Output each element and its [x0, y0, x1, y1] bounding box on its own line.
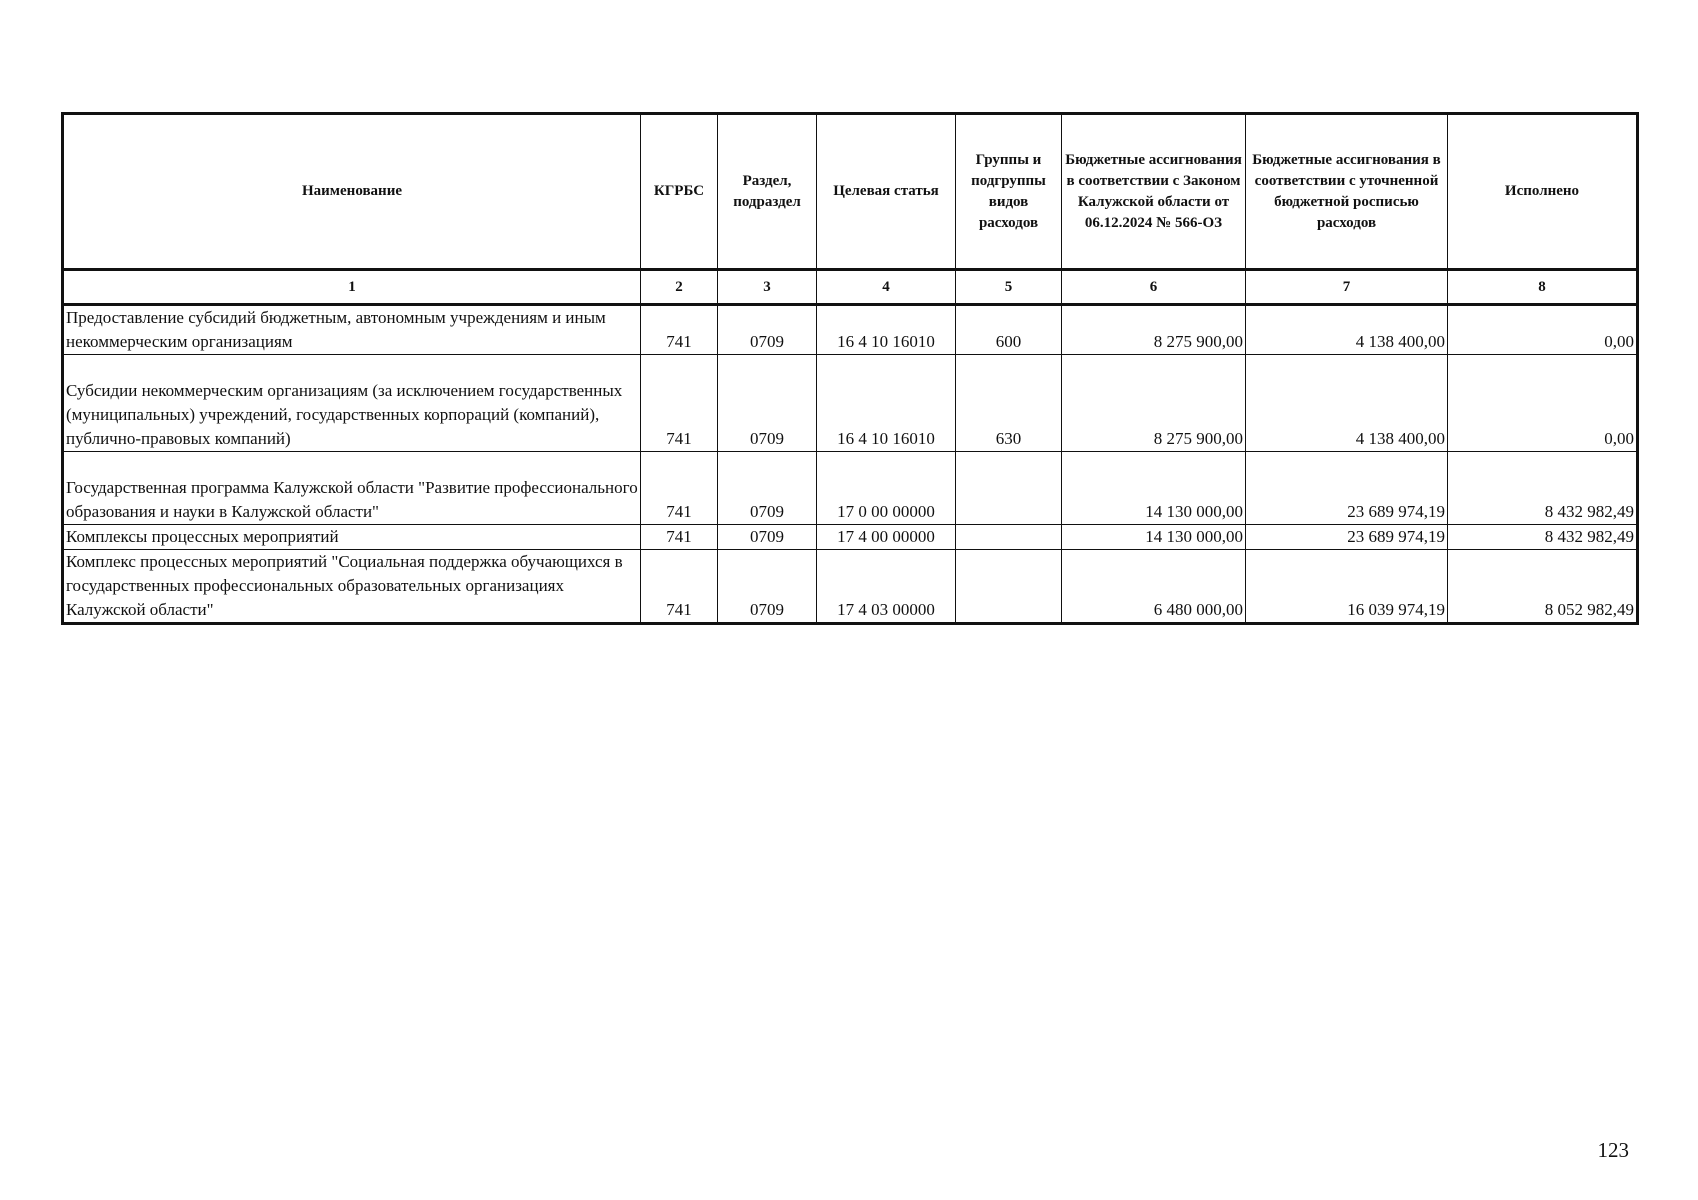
razdel-cell: 0709 — [718, 525, 817, 550]
celevaya-statya-cell: 17 4 00 00000 — [817, 525, 956, 550]
header-celevaya-statya: Целевая статья — [817, 114, 956, 270]
ispolneno-cell: 8 052 982,49 — [1448, 550, 1638, 624]
kgrbs-cell: 741 — [641, 525, 718, 550]
ispolneno-cell: 0,00 — [1448, 305, 1638, 355]
vid-rashodov-cell: 630 — [956, 355, 1062, 452]
celevaya-statya-cell: 17 4 03 00000 — [817, 550, 956, 624]
razdel-cell: 0709 — [718, 452, 817, 525]
header-assign-law: Бюджетные ассигнования в соответствии с Законом Калужской области от 06.12.2024 № 566-ОЗ — [1062, 114, 1246, 270]
vid-rashodov-cell — [956, 525, 1062, 550]
table-header-row — [63, 114, 1638, 270]
assign-rospis-cell: 4 138 400,00 — [1246, 305, 1448, 355]
razdel-cell: 0709 — [718, 550, 817, 624]
budget-table-container — [61, 112, 1636, 625]
row-name-cell: Государственная программа Калужской области "Развитие профессионального образования и науки в Калужской области" — [63, 452, 641, 525]
ispolneno-cell: 8 432 982,49 — [1448, 452, 1638, 525]
razdel-cell: 0709 — [718, 305, 817, 355]
celevaya-statya-cell: 17 0 00 00000 — [817, 452, 956, 525]
column-number-row — [63, 270, 1638, 305]
ispolneno-cell: 8 432 982,49 — [1448, 525, 1638, 550]
row-name-cell: Комплекс процессных мероприятий "Социальная поддержка обучающихся в государственных профессиональных образовательных организациях Калужской области" — [63, 550, 641, 624]
column-number: 1 — [63, 270, 641, 305]
assign-rospis-cell: 4 138 400,00 — [1246, 355, 1448, 452]
header-ispolneno: Исполнено — [1448, 114, 1638, 270]
column-number: 6 — [1062, 270, 1246, 305]
header-name: Наименование — [63, 114, 641, 270]
table-row — [63, 525, 1638, 550]
column-number: 2 — [641, 270, 718, 305]
celevaya-statya-cell: 16 4 10 16010 — [817, 305, 956, 355]
ispolneno-cell: 0,00 — [1448, 355, 1638, 452]
column-number: 7 — [1246, 270, 1448, 305]
assign-law-cell: 14 130 000,00 — [1062, 452, 1246, 525]
column-number: 8 — [1448, 270, 1638, 305]
header-assign-rospis: Бюджетные ассигнования в соответствии с уточненной бюджетной росписью расходов — [1246, 114, 1448, 270]
page-number: 123 — [1597, 1138, 1629, 1162]
assign-rospis-cell: 16 039 974,19 — [1246, 550, 1448, 624]
vid-rashodov-cell — [956, 550, 1062, 624]
kgrbs-cell: 741 — [641, 550, 718, 624]
table-row — [63, 550, 1638, 624]
assign-law-cell: 6 480 000,00 — [1062, 550, 1246, 624]
razdel-cell: 0709 — [718, 355, 817, 452]
column-number: 3 — [718, 270, 817, 305]
assign-law-cell: 8 275 900,00 — [1062, 355, 1246, 452]
table-row — [63, 305, 1638, 355]
vid-rashodov-cell: 600 — [956, 305, 1062, 355]
kgrbs-cell: 741 — [641, 452, 718, 525]
celevaya-statya-cell: 16 4 10 16010 — [817, 355, 956, 452]
row-name-cell: Комплексы процессных мероприятий — [63, 525, 641, 550]
column-number: 4 — [817, 270, 956, 305]
header-razdel: Раздел, подраздел — [718, 114, 817, 270]
table-row — [63, 452, 1638, 525]
budget-execution-table — [61, 112, 1639, 625]
assign-rospis-cell: 23 689 974,19 — [1246, 452, 1448, 525]
row-name-cell: Предоставление субсидий бюджетным, автономным учреждениям и иным некоммерческим организациям — [63, 305, 641, 355]
vid-rashodov-cell — [956, 452, 1062, 525]
kgrbs-cell: 741 — [641, 355, 718, 452]
header-kgrbs: КГРБС — [641, 114, 718, 270]
assign-law-cell: 14 130 000,00 — [1062, 525, 1246, 550]
column-number: 5 — [956, 270, 1062, 305]
row-name-cell: Субсидии некоммерческим организациям (за исключением государственных (муниципальных) учреждений, государственных корпораций (компаний), публично-правовых компаний) — [63, 355, 641, 452]
kgrbs-cell: 741 — [641, 305, 718, 355]
header-vid-rashodov: Группы и подгруппы видов расходов — [956, 114, 1062, 270]
table-row — [63, 355, 1638, 452]
assign-law-cell: 8 275 900,00 — [1062, 305, 1246, 355]
assign-rospis-cell: 23 689 974,19 — [1246, 525, 1448, 550]
